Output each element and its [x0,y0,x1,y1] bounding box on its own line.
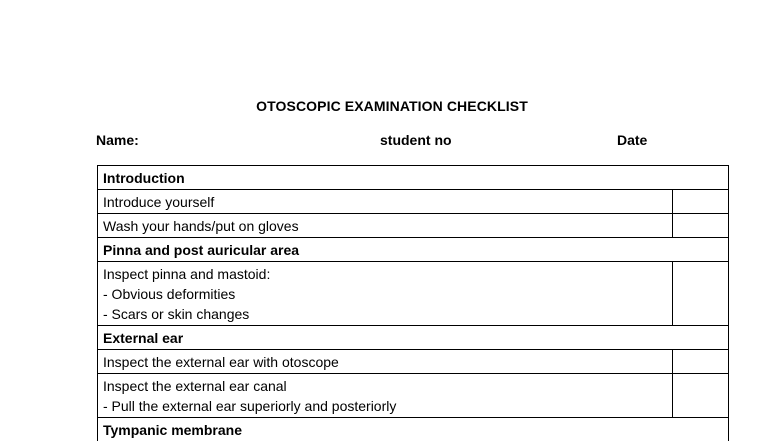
section-heading-tympanic: Tympanic membrane [98,418,729,441]
item-pull-text: - Pull the external ear superiorly and posteriorly [103,398,397,414]
student-no-field-label: student no [380,132,452,148]
checkbox-cell-pinna[interactable] [673,262,729,326]
checklist-row [98,350,729,374]
section-row-pinna [98,238,729,262]
item-inspect-pinna [98,262,673,326]
checklist-row [98,214,729,238]
checklist-row [98,374,729,418]
item-introduce-yourself: Introduce yourself [98,190,673,214]
checklist-row [98,262,729,326]
section-row-external-ear [98,326,729,350]
checkbox-cell-external-ear[interactable] [673,350,729,374]
student-info-row [0,132,784,152]
item-inspect-canal [98,374,673,418]
section-row-tympanic [98,418,729,441]
item-inspect-external-ear: Inspect the external ear with otoscope [98,350,673,374]
checklist-row [98,190,729,214]
item-inspect-pinna-text: Inspect pinna and mastoid: [103,266,271,282]
section-heading-pinna: Pinna and post auricular area [98,238,729,262]
checkbox-cell-introduce[interactable] [673,190,729,214]
name-field-label: Name: [96,132,139,148]
document-title: OTOSCOPIC EXAMINATION CHECKLIST [256,98,528,114]
item-scars-text: - Scars or skin changes [103,306,250,322]
checkbox-cell-wash[interactable] [673,214,729,238]
item-wash-hands: Wash your hands/put on gloves [98,214,673,238]
section-row-introduction [98,166,729,190]
section-heading-introduction: Introduction [98,166,729,190]
item-deformities-text: - Obvious deformities [103,286,236,302]
date-field-label: Date [617,132,648,148]
checkbox-cell-canal[interactable] [673,374,729,418]
section-heading-external-ear: External ear [98,326,729,350]
item-inspect-canal-text: Inspect the external ear canal [103,378,287,394]
checklist-table [97,165,729,441]
